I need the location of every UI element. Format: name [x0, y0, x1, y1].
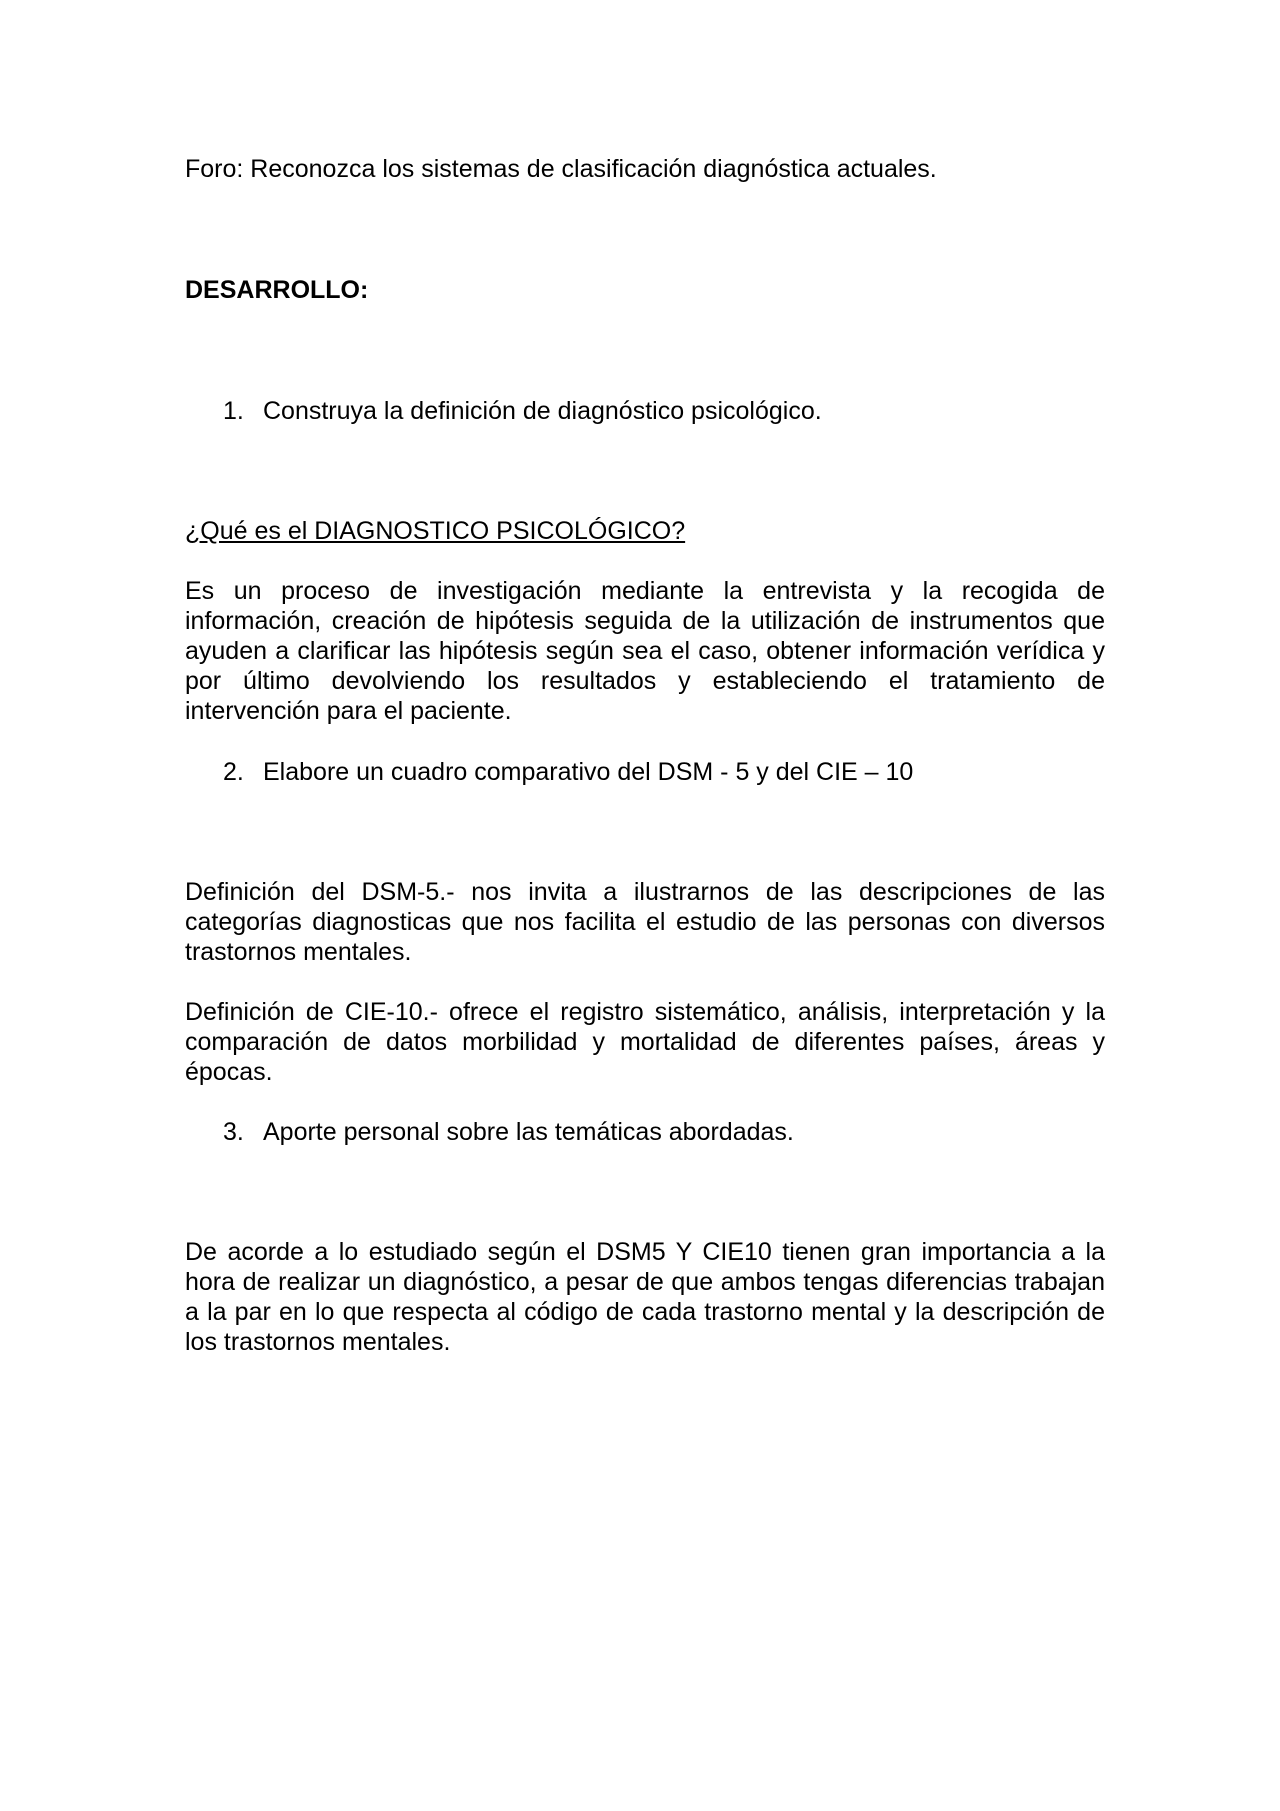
paragraph-cie10: Definición de CIE-10.- ofrece el registro sistemático, análisis, interpretación y la comparación de datos morbilidad y mortalidad de diferentes países, áreas y épocas. [185, 998, 1105, 1086]
list-item-3 [223, 1117, 794, 1147]
list-item-number: 1. [223, 397, 244, 425]
paragraph-dsm5: Definición del DSM-5.- nos invita a ilustrarnos de las descripciones de las categorías diagnosticas que nos facilita el estudio de las personas con diversos trastornos mentales. [185, 878, 1105, 966]
list-item-text: Construya la definición de diagnóstico psicológico. [263, 397, 822, 425]
list-item-text: Elabore un cuadro comparativo del DSM - 5 y del CIE – 10 [263, 758, 914, 786]
list-item-1 [223, 396, 822, 426]
paragraph-aporte: De acorde a lo estudiado según el DSM5 Y CIE10 tienen gran importancia a la hora de realizar un diagnóstico, a pesar de que ambos tengas diferencias trabajan a la par en lo que respecta al código de cada trastorno mental y la descripción de los trastornos mentales. [185, 1238, 1105, 1356]
list-item-number: 2. [223, 758, 244, 786]
section-heading: DESARROLLO: [185, 276, 369, 304]
list-item-number: 3. [223, 1118, 244, 1146]
list-item-2 [223, 757, 913, 787]
question-heading: ¿Qué es el DIAGNOSTICO PSICOLÓGICO? [185, 517, 686, 545]
list-item-text: Aporte personal sobre las temáticas abordadas. [263, 1118, 794, 1146]
paragraph-diagnostico: Es un proceso de investigación mediante la entrevista y la recogida de información, creación de hipótesis seguida de la utilización de instrumentos que ayuden a clarificar las hipótesis según sea el caso, obtener información verídica y por último devolviendo los resultados y estableciendo el tratamiento de intervención para el paciente. [185, 577, 1105, 725]
document-title: Foro: Reconozca los sistemas de clasificación diagnóstica actuales. [185, 155, 937, 183]
